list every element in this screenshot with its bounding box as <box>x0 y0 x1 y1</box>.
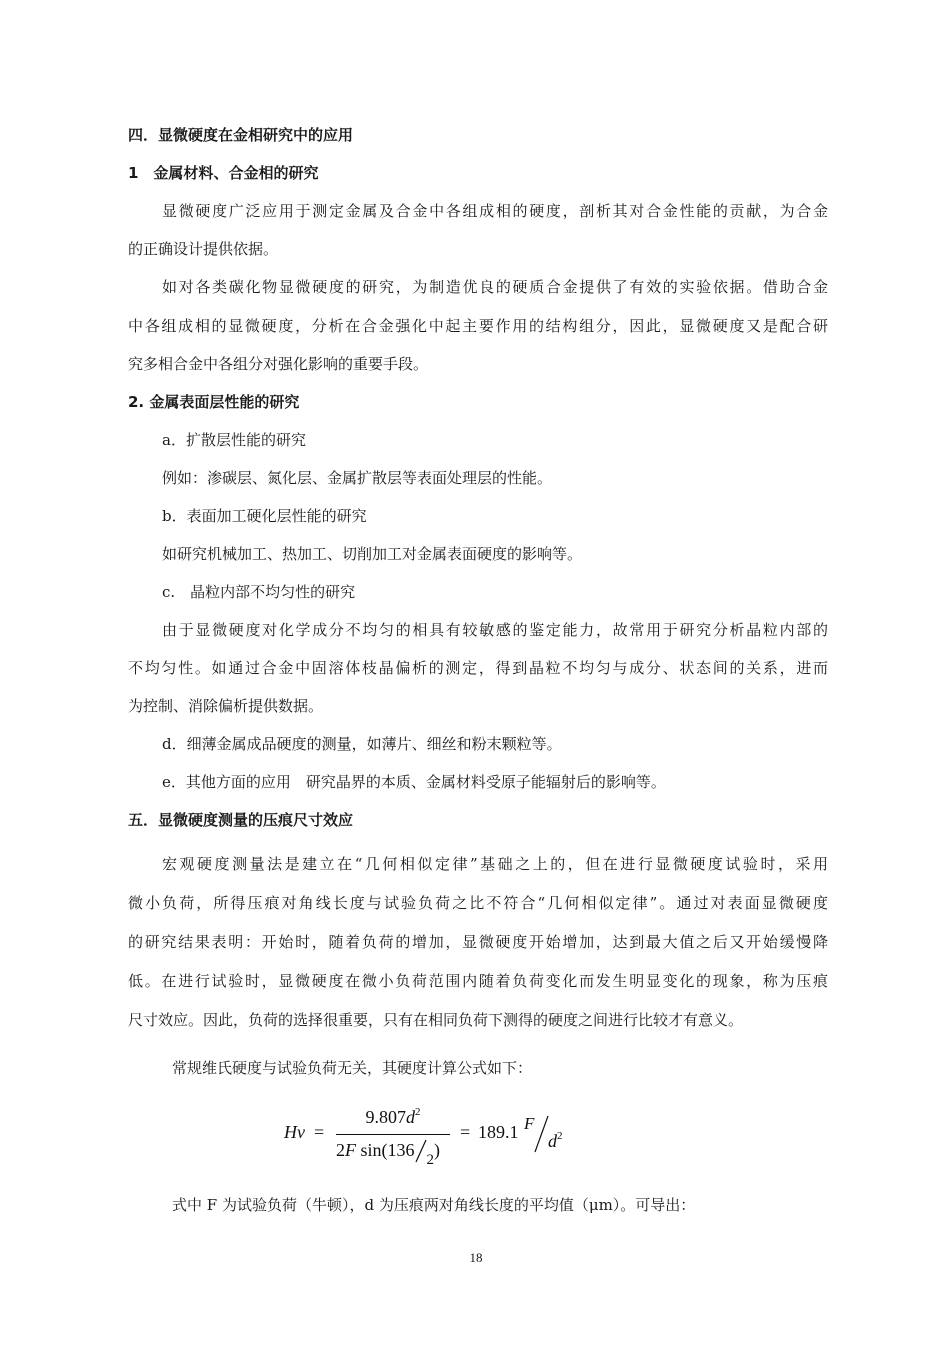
paragraph-line: 中各组成相的显微硬度，分析在合金强化中起主要作用的结构组分，因此，显微硬度又是配合研 <box>128 317 828 335</box>
formula-rhs-coef: 189.1 <box>478 1122 519 1142</box>
formula-lhs: Hv <box>284 1122 305 1142</box>
list-item-c: c. 晶粒内部不均匀性的研究 <box>162 583 356 601</box>
paragraph-line: 低。在进行试验时，显微硬度在微小负荷范围内随着负荷变化而发生明显变化的现象，称为压痕 <box>128 972 828 990</box>
formula-numerator: $9.807d^2$ <box>365 1106 421 1127</box>
page-number: 18 <box>469 1250 483 1265</box>
paragraph-line: 不均匀性。如通过合金中固溶体枝晶偏析的测定，得到晶粒不均匀与成分、状态间的关系，进而 <box>128 659 828 677</box>
fraction-bar <box>336 1134 450 1135</box>
paragraph-line: 显微硬度广泛应用于测定金属及合金中各组成相的硬度，剖析其对合金性能的贡献，为合金 <box>162 202 828 220</box>
paragraph-line: 由于显微硬度对化学成分不均匀的相具有较敏感的鉴定能力，故常用于研究分析晶粒内部的 <box>162 621 828 639</box>
list-item-e: e．其他方面的应用 研究晶界的本质、金属材料受原子能辐射后的影响等。 <box>162 773 666 791</box>
paragraph-line: 究多相合金中各组分对强化影响的重要手段。 <box>128 355 429 373</box>
list-item-a-text: 例如：渗碳层、氮化层、金属扩散层等表面处理层的性能。 <box>162 469 553 487</box>
list-item-a: a．扩散层性能的研究 <box>162 431 306 449</box>
formula-denominator: 2F sin(136 $_2$) <box>336 1140 440 1168</box>
paragraph-line: 宏观硬度测量法是建立在“几何相似定律”基础之上的，但在进行显微硬度试验时，采用 <box>162 855 828 873</box>
subsection-2-heading: 2. 金属表面层性能的研究 <box>128 393 300 411</box>
slash-icon <box>415 1138 427 1164</box>
paragraph-line: 如对各类碳化物显微硬度的研究，为制造优良的硬质合金提供了有效的实验依据。借助合金 <box>162 278 828 296</box>
formula-rhs-denominator: $d^2$ <box>548 1130 563 1151</box>
list-item-b-text: 如研究机械加工、热加工、切削加工对金属表面硬度的影响等。 <box>162 545 583 563</box>
section-5-heading: 五．显微硬度测量的压痕尺寸效应 <box>128 811 354 829</box>
paragraph-line: 尺寸效应。因此，负荷的选择很重要，只有在相同负荷下测得的硬度之间进行比较才有意义。 <box>128 1011 744 1029</box>
vickers-formula <box>284 1104 584 1174</box>
formula-equals-2: = <box>460 1122 471 1142</box>
formula-equals: = <box>314 1122 325 1142</box>
subsection-1-heading: 1 金属材料、合金相的研究 <box>128 164 319 182</box>
formula-explanation: 式中 F 为试验负荷（牛顿），d 为压痕两对角线长度的平均值（μm）。可导出： <box>172 1196 696 1214</box>
paragraph-line: 的正确设计提供依据。 <box>128 240 279 258</box>
paragraph-line: 微小负荷，所得压痕对角线长度与试验负荷之比不符合“几何相似定律”。通过对表面显微硬度 <box>128 894 828 912</box>
section-4-heading: 四．显微硬度在金相研究中的应用 <box>128 126 354 144</box>
list-item-b: b．表面加工硬化层性能的研究 <box>162 507 367 525</box>
formula-intro: 常规维氏硬度与试验负荷无关，其硬度计算公式如下： <box>172 1059 533 1077</box>
list-item-d: d．细薄金属成品硬度的测量，如薄片、细丝和粉末颗粒等。 <box>162 735 562 753</box>
formula-rhs-numerator: F <box>524 1114 535 1133</box>
paragraph-line: 为控制、消除偏析提供数据。 <box>128 697 324 715</box>
paragraph-line: 的研究结果表明：开始时，随着负荷的增加，显微硬度开始增加，达到最大值之后又开始缓慢降 <box>128 933 828 951</box>
